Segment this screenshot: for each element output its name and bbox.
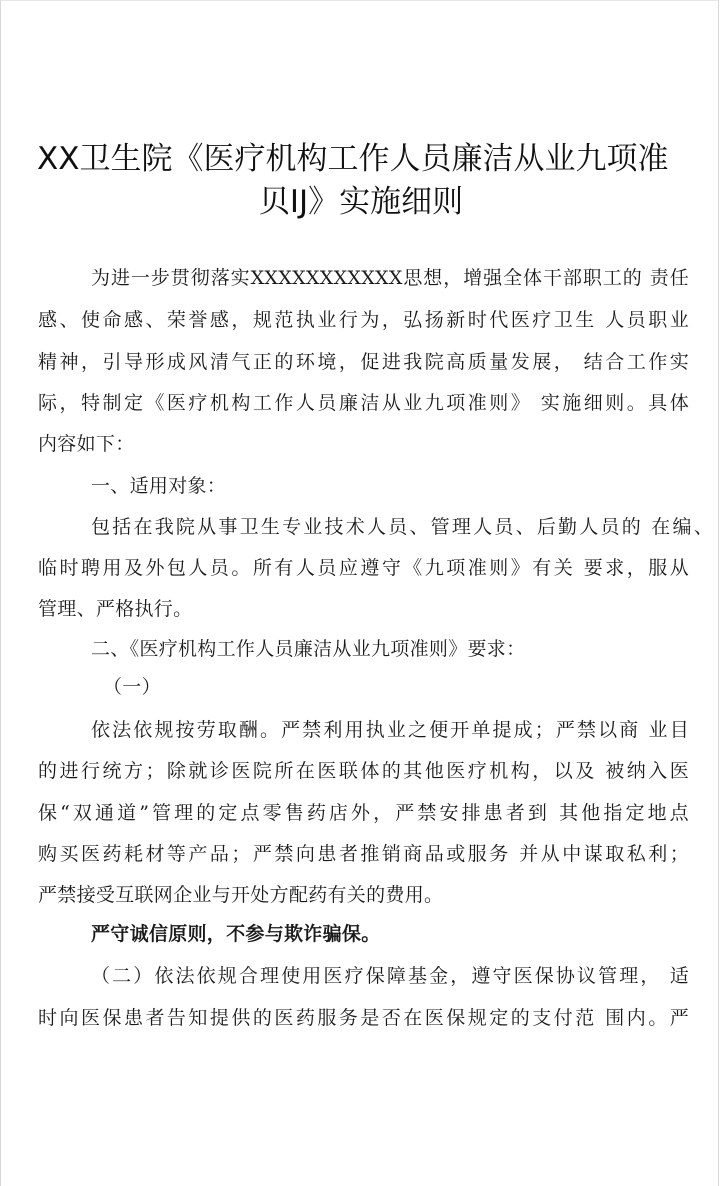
section-heading-scope: 一、适用对象： xyxy=(91,475,227,497)
paragraph-intro-line-1: 为进一步贯彻落实XXXXXXXXXXX思想，增强全体干部职工的 责任 xyxy=(91,267,689,289)
paragraph-intro-line-2: 感、使命感、荣誉感，规范执业行为，弘扬新时代医疗卫生 人员职业 xyxy=(38,309,689,331)
paragraph-scope-line-1: 包括在我院从事卫生专业技术人员、管理人员、后勤人员的 在编、 xyxy=(91,516,713,538)
paragraph-rule-1-line-2: 的进行统方；除就诊医院所在医联体的其他医疗机构，以及 被纳入医 xyxy=(38,760,689,782)
section-heading-requirements: 二、《医疗机构工作人员廉洁从业九项准则》要求： xyxy=(91,638,526,660)
paragraph-rule-1-line-3: 保“双通道”管理的定点零售药店外，严禁安排患者到 其他指定地点 xyxy=(38,802,689,824)
paragraph-scope-line-3: 管理、严格执行。 xyxy=(38,598,193,620)
paragraph-rule-1-line-5: 严禁接受互联网企业与开处方配药有关的费用。 xyxy=(38,884,444,906)
document-title-line-1: XX卫生院《医疗机构工作人员廉洁从业九项准 xyxy=(37,141,669,177)
paragraph-intro-line-4: 际，特制定《医疗机构工作人员廉洁从业九项准则》 实施细则。具体 xyxy=(38,392,689,414)
rule-2-heading: 严守诚信原则，不参与欺诈骗保。 xyxy=(91,923,381,945)
paragraph-intro-line-3: 精神，引导形成风清气正的环境，促进我院高质量发展， 结合工作实 xyxy=(38,351,689,373)
document-title-line-2: 贝IJ》实施细则 xyxy=(258,184,464,220)
paragraph-rule-1-line-4: 购买医药耗材等产品；严禁向患者推销商品或服务 并从中谋取私利； xyxy=(38,843,689,865)
paragraph-rule-2-line-1: （二）依法依规合理使用医疗保障基金，遵守医保协议管理， 适 xyxy=(91,965,689,987)
paragraph-intro-line-5: 内容如下： xyxy=(38,433,135,455)
subsection-number-1: （一） xyxy=(103,676,161,698)
paragraph-rule-1-line-1: 依法依规按劳取酬。严禁利用执业之便开单提成；严禁以商 业目 xyxy=(91,719,689,741)
paragraph-scope-line-2: 临时聘用及外包人员。所有人员应遵守《九项准则》有关 要求，服从 xyxy=(38,557,689,579)
paragraph-rule-2-line-2: 时向医保患者告知提供的医药服务是否在医保规定的支付范 围内。严 xyxy=(38,1007,689,1029)
